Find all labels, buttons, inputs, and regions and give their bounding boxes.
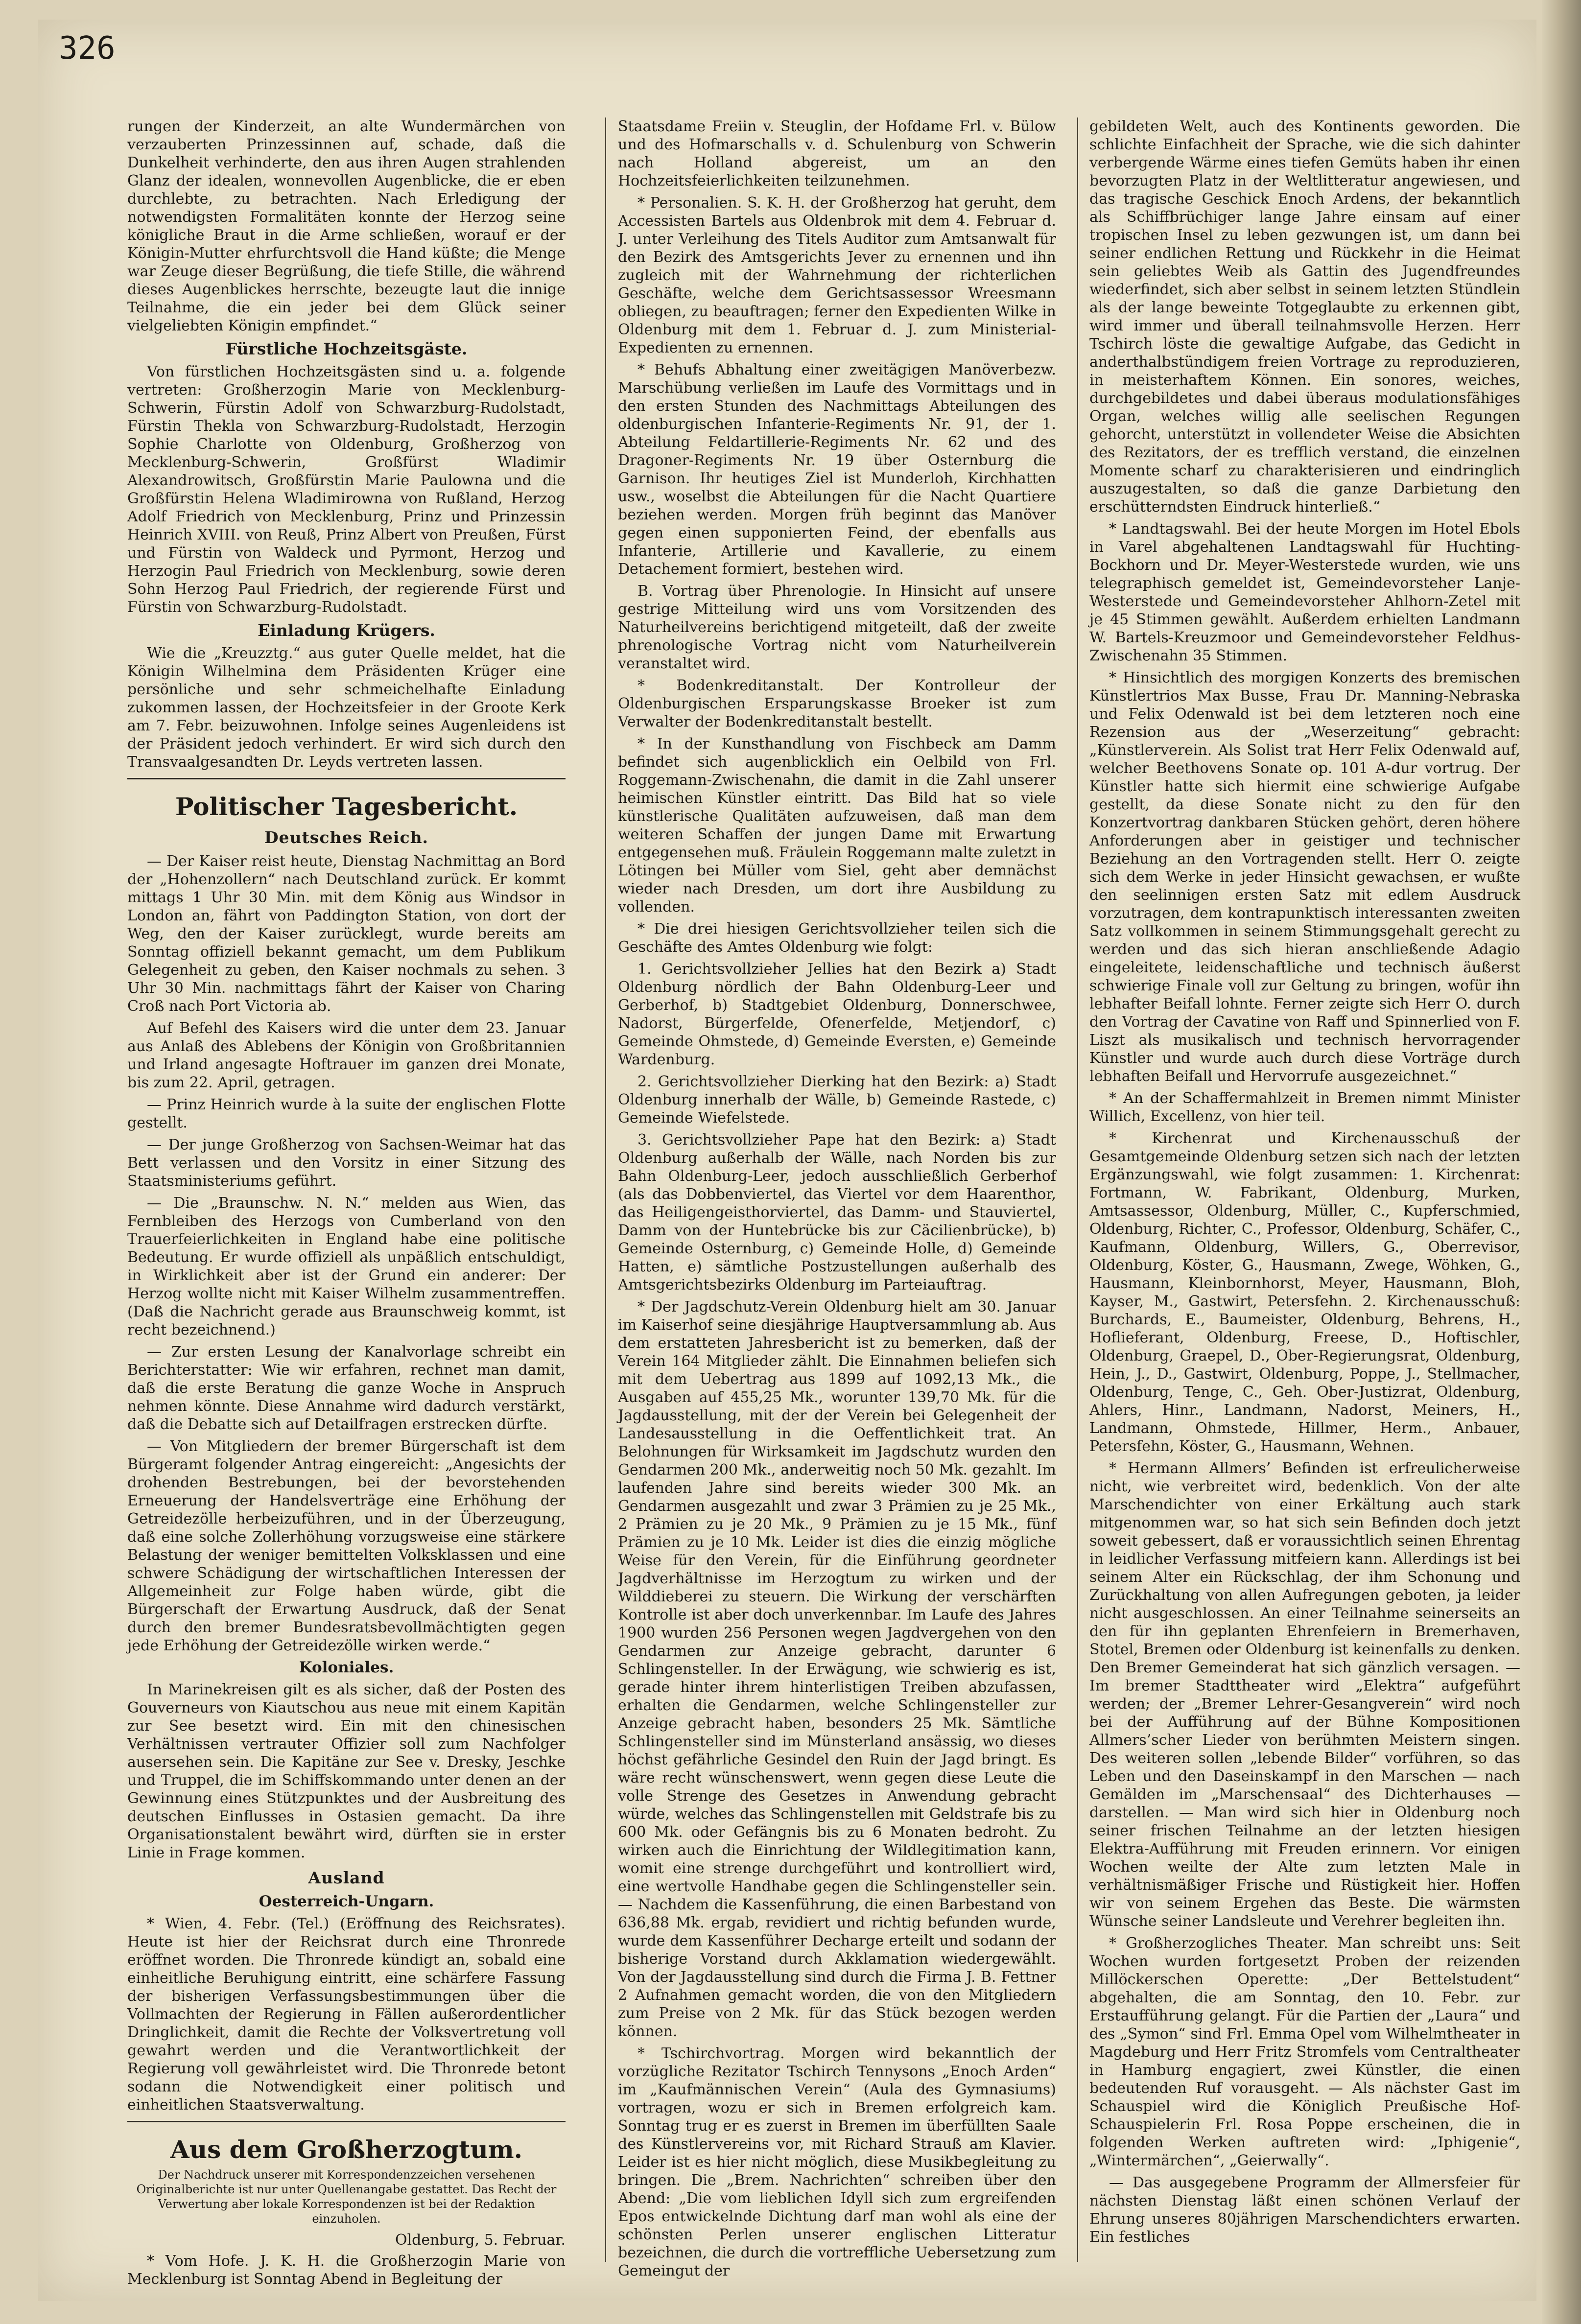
paragraph: * In der Kunsthandlung von Fischbeck am Damm befindet sich augenblicklich ein Oelbild von Frl. Roggemann-Zwischenahn, die damit in die Zahl unserer heimischen Künstler eintritt. Das Bild hat so viele künstlerische Qualitäten aufzuweisen, daß man dem weiteren Schaffen der jungen Dame mit Erwartung entgegensehen muß. Fräulein Roggemann malte zuletzt in Lötingen bei Müller vom Siel, geht aber demnächst wieder nach Dresden, um dort ihre Ausbildung zu vollenden. [618,735,1056,916]
section-subheading: Oesterreich-Ungarn. [259,1893,434,1910]
paragraph: * Kirchenrat und Kirchenausschuß der Gesamtgemeinde Oldenburg setzen sich nach der letzten Ergänzungswahl, wie folgt zusammen: 1. Kirchenrat: Fortmann, W. Fabrikant, Oldenburg, Murken, Amtsassessor, Oldenburg, Müller, C., Kupferschmied, Oldenburg, Richter, C., Professor, Oldenburg, Schäfer, C., Kaufmann, Oldenburg, Willers, G., Oberrevisor, Oldenburg, Köster, G., Hausmann, Zwege, Wöhken, G., Hausmann, Kleinbornhorst, Meyer, Hausmann, Bloh, Kayser, M., Gastwirt, Petersfehn. 2. Kirchenausschuß: Burchards, E., Baumeister, Oldenburg, Behrens, H., Hoflieferant, Oldenburg, Freese, D., Hoftischler, Oldenburg, Graepel, D., Ober-Regierungsrat, Oldenburg, Hein, J., D., Gastwirt, Oldenburg, Poppe, J., Stellmacher, Oldenburg, Tenge, C., Geh. Ober-Justizrat, Oldenburg, Ahlers, Hinr., Landmann, Nadorst, Meiners, H., Landmann, Ohmstede, Hillmer, Herm., Anbauer, Petersfehn, Köster, G., Hausmann, Wehnen. [1089,1130,1520,1455]
section-heading: Einladung Krügers. [258,621,435,640]
page-number: 326 [59,30,116,67]
section-heading: Deutsches Reich. [264,828,429,847]
dateline: Oldenburg, 5. Februar. [395,2231,566,2249]
paragraph: * Wien, 4. Febr. (Tel.) (Eröffnung des Reichsrates). Heute ist hier der Reichsrat durch eine Thronrede eröffnet worden. Die Thronrede kündigt an, sobald eine einheitliche Beruhigung eintritt, eine schärfere Fassung der bisherigen Verfassungsbestimmungen über die Vollmachten der Regierung in Fällen außerordentlicher Dringlichkeit, damit die Rechte der Volksvertretung voll gewahrt werden und die Verantwortlichkeit der Regierung voll gewährleistet wird. Die Thronrede betont sodann die Notwendigkeit einer politisch und einheitlichen Staatsverwaltung. [127,1915,566,2113]
divider [127,778,566,779]
paragraph: gebildeten Welt, auch des Kontinents geworden. Die schlichte Einfachheit der Sprache, wie die sich dahinter verbergende Wärme eines tiefen Gemüts haben ihr einen bevorzugten Platz in der Weltlitteratur angewiesen, und das tragische Geschick Enoch Ardens, der bekanntlich als Schiffbrüchiger lange Jahre einsam auf einer tropischen Insel zu leben gezwungen ist, um dann bei seiner endlichen Rettung und Rückkehr in die Heimat sein geliebtes Weib als Gattin des Jugendfreundes wiederfindet, sich aber selbst in seinem letzten Stündlein als der lange beweinte Totgeglaubte zu erkennen gibt, wird immer und überall teilnahmsvolle Herzen. Herr Tschirch löste die gewaltige Aufgabe, das Gedicht in anderthalbstündigem freien Vortrage zu reproduzieren, in meisterhaftem Können. Ein sonores, weiches, durchgebildetes und dabei überaus modulationsfähiges Organ, welches willig alle seelischen Regungen gehorcht, unterstützt in vollendeter Weise die Absichten des Rezitators, der es trefflich verstand, die einzelnen Momente scharf zu charakterisieren und eindringlich auszugestalten, so daß die ganze Darbietung den erschütterndsten Eindruck hinterließ.“ [1089,118,1520,516]
paragraph: * Großherzogliches Theater. Man schreibt uns: Seit Wochen wurden fortgesetzt Proben der reizenden Millöckerschen Operette: „Der Bettelstudent“ abgehalten, die am Sonntag, den 10. Febr. zur Erstaufführung gelangt. Für die Partien der „Laura“ und des „Symon“ sind Frl. Emma Opel vom Wilhelmtheater in Magdeburg und Herr Fritz Stromfels vom Centraltheater in Hamburg engagiert, zwei Künstler, die einen bedeutenden Ruf vorausgeht. — Als nächster Gast im Schauspiel wird die Königlich Preußische Hof-Schauspielerin Frl. Rosa Poppe erscheinen, die in folgenden Werken auftreten wird: „Iphigenie“, „Wintermärchen“, „Geierwally“. [1089,1935,1520,2169]
paragraph: Wie die „Kreuzztg.“ aus guter Quelle meldet, hat die Königin Wilhelmina dem Präsidenten Krüger eine persönliche und sehr schmeichelhafte Einladung zukommen lassen, der Hochzeitsfeier in der Groote Kerk am 7. Febr. beizuwohnen. Infolge seines Augenleidens ist der Präsident jedoch verhindert. Er wird sich durch den Transvaalgesandten Dr. Leyds vertreten lassen. [127,645,566,771]
divider [127,2121,566,2122]
paragraph: * Hermann Allmers’ Befinden ist erfreulicherweise nicht, wie verbreitet wird, bedenklich. Von der alte Marschendichter von einer Erkältung auch stark mitgenommen war, so hat sich sein Befinden doch jetzt soweit gebessert, daß er voraussichtlich seinen Ehrentag in leidlicher Verfassung mitfeiern kann. Allerdings ist bei seinem Alter ein Rückschlag, der ihm Schonung und Zurückhaltung von allen Aufregungen geboten, ja leider nicht ausgeschlossen. An einer Teilnahme seinerseits an den für ihn geplanten Ehrenfeiern in Bremerhaven, Stotel, Bremen oder Oldenburg ist keinenfalls zu denken. Den Bremer Gemeinderat hat sich gänzlich versagen. — Im bremer Stadttheater wird „Elektra“ aufgeführt werden; der „Bremer Lehrer-Gesangverein“ wird noch bei der Aufführung auf der Bühne Kompositionen Allmers’scher Lieder von berühmten Meistern singen. Des weiteren sollen „lebende Bilder“ vorführen, so das Leben und den Daseinskampf in den Marschen — nach Gemälden im „Marschensaal“ des Dichterhauses — darstellen. — Man wird sich hier in Oldenburg noch seiner frischen Teilnahme an der letzten hiesigen Elektra-Aufführung mit Freuden erinnern. Vor einigen Wochen weilte der Alte zum letzten Male in verhältnismäßiger Frische und Rüstigkeit hier. Hoffen wir von seinem Ergehen das Beste. Die wärmsten Wünsche seiner Landsleute und Verehrer begleiten ihn. [1089,1460,1520,1930]
paragraph: * Behufs Abhaltung einer zweitägigen Manöverbezw. Marschübung verließen im Laufe des Vormittags und in den ersten Stunden des Nachmittags Abteilungen des oldenburgischen Infanterie-Regiments Nr. 91, der 1. Abteilung Feldartillerie-Regiments Nr. 62 und des Dragoner-Regiments Nr. 19 über Osternburg die Garnison. Ihr heutiges Ziel ist Munderloh, Kirchhatten usw., woselbst die Abteilungen für die Nacht Quartiere beziehen werden. Morgen früh beginnt das Manöver gegen einen supponierten Feind, der ebenfalls aus Infanterie, Artillerie und Kavallerie, zu einem Detachement formiert, bestehen wird. [618,361,1056,578]
paragraph: Auf Befehl des Kaisers wird die unter dem 23. Januar aus Anlaß des Ablebens der Königin von Großbritannien und Irland angesagte Hoftrauer im ganzen drei Monate, bis zum 22. April, getragen. [127,1020,566,1091]
paragraph: — Der junge Großherzog von Sachsen-Weimar hat das Bett verlassen und den Vorsitz in einer Sitzung des Staatsministeriums geführt. [127,1136,566,1190]
copyright-notice: Der Nachdruck unserer mit Korrespondenzzeichen versehenen Originalberichte ist nur unter Quellenangabe gestattet. Das Recht der Verwertung aber lokale Korrespondenzen ist bei der Redaktion einzuholen. [136,2168,557,2226]
paragraph: — Die „Braunschw. N. N.“ melden aus Wien, das Fernbleiben des Herzogs von Cumberland von den Trauerfeierlichkeiten in England habe eine politische Bedeutung. Er wurde offiziell als unpäßlich entschuldigt, in Wirklichkeit aber ist der Grund ein anderer: Der Herzog wollte nicht mit Kaiser Wilhelm zusammentreffen. (Daß die Nachricht gerade aus Braunschweig kommt, ist recht bezeichnend.) [127,1195,566,1338]
paragraph: * Vom Hofe. J. K. H. die Großherzogin Marie von Mecklenburg ist Sonntag Abend in Begleitung der [127,2253,566,2288]
section-heading: Fürstliche Hochzeitsgäste. [225,339,468,358]
paragraph: 1. Gerichtsvollzieher Jellies hat den Bezirk a) Stadt Oldenburg nördlich der Bahn Oldenburg-Leer und Gerberhof, b) Stadtgebiet Oldenburg, Donnerschwee, Nadorst, Bürgerfelde, Ofenerfelde, Metjendorf, c) Gemeinde Ohmstede, d) Gemeinde Eversten, e) Gemeinde Wardenburg. [618,961,1056,1068]
section-heading: Koloniales. [299,1659,394,1676]
paragraph: * Tschirchvortrag. Morgen wird bekanntlich der vorzügliche Rezitator Tschirch Tennysons „Enoch Arden“ im „Kaufmännischen Verein“ (Aula des Gymnasiums) vortragen, wozu er sich in Bremen erfolgreich kam. Sonntag trug er es zuerst in Bremen im überfüllten Saale des Künstlervereins vor, mit Richard Strauß am Klavier. Leider ist es hier nicht möglich, diese Musikbegleitung zu bringen. Die „Brem. Nachrichten“ schreiben über den Abend: „Die vom lieblichen Idyll sich zum ergreifenden Epos entwickelnde Dichtung darf man wohl als eine der schönsten Perlen unserer englischen Litteratur bezeichnen, die durch die vortreffliche Uebersetzung zum Gemeingut der [618,2045,1056,2279]
paragraph: In Marinekreisen gilt es als sicher, daß der Posten des Gouverneurs von Kiautschou aus neue mit einem Kapitän zur See besetzt wird. Ein mit den chinesischen Verhältnissen vertrauter Offizier soll zum Nachfolger ausersehen sein. Die Kapitäne zur See v. Dresky, Jeschke und Truppel, die im Schiffskommando unter denen an der Gewinnung eines Stützpunktes und der Ausbreitung des deutschen Einflusses in Ostasien gemacht. Da ihre Organisationstalent bewährt wird, dürften sie in erster Linie in Frage kommen. [127,1681,566,1861]
paragraph: * Personalien. S. K. H. der Großherzog hat geruht, dem Accessisten Bartels aus Oldenbrok mit dem 4. Februar d. J. unter Verleihung des Titels Auditor zum Amtsanwalt für den Bezirk des Amtsgerichts Jever zu ernennen und ihn zugleich mit der Wahrnehmung der richterlichen Geschäfte, welche dem Gerichtsassessor Wreesmann obliegen, zu beauftragen; ferner den Expedienten Wilke in Oldenburg mit dem 1. Februar d. J. zum Ministerial-Expedienten zu ernennen. [618,194,1056,356]
paragraph: Staatsdame Freiin v. Steuglin, der Hofdame Frl. v. Bülow und des Hofmarschalls v. d. Schulenburg von Schwerin nach Holland abgereist, um an den Hochzeitsfeierlichkeiten teilzunehmen. [618,118,1056,189]
paragraph: 2. Gerichtsvollzieher Dierking hat den Bezirk: a) Stadt Oldenburg innerhalb der Wälle, b) Gemeinde Rastede, c) Gemeinde Wiefelstede. [618,1073,1056,1127]
column-1 [127,117,566,2288]
paragraph: — Von Mitgliedern der bremer Bürgerschaft ist dem Bürgeramt folgender Antrag eingereicht: „Angesichts der drohenden Bestrebungen, bei der bevorstehenden Erneuerung der Handelsverträge eine Erhöhung der Getreidezölle herbeizuführen, und in der Überzeugung, daß eine solche Zollerhöhung vorzugsweise eine stärkere Belastung der weniger bemittelten Volksklassen und eine schwere Schädigung der wirtschaftlichen Interessen der Allgemeinheit zur Folge haben würde, gibt die Bürgerschaft der Erwartung Ausdruck, daß der Senat durch den bremer Bundesratsbevollmächtigten gegen jede Erhöhung der Getreidezölle wirken werde.“ [127,1438,566,1654]
book-spine [1542,0,1581,2324]
paragraph: * Bodenkreditanstalt. Der Kontrolleur der Oldenburgischen Ersparungskasse Broeker ist zum Verwalter der Bodenkreditanstalt bestellt. [618,677,1056,730]
paragraph: * An der Schaffermahlzeit in Bremen nimmt Minister Willich, Excellenz, von hier teil. [1089,1090,1520,1125]
paragraph: — Prinz Heinrich wurde à la suite der englischen Flotte gestellt. [127,1096,566,1131]
paragraph: * Die drei hiesigen Gerichtsvollzieher teilen sich die Geschäfte des Amtes Oldenburg wie folgt: [618,920,1056,956]
paragraph: Von fürstlichen Hochzeitsgästen sind u. a. folgende vertreten: Großherzogin Marie von Mecklenburg-Schwerin, Fürstin Adolf von Schwarzburg-Rudolstadt, Fürstin Thekla von Schwarzburg-Rudolstadt, Herzogin Sophie Charlotte von Oldenburg, Großherzog von Mecklenburg-Schwerin, Großfürst Wladimir Alexandrowitsch, Großfürstin Marie Paulowna und die Großfürstin Helena Wladimirowna von Rußland, Herzog Adolf Friedrich von Mecklenburg, Prinz und Prinzessin Heinrich XVIII. von Reuß, Prinz Albert von Preußen, Fürst und Fürstin von Waldeck und Pyrmont, Herzog und Herzogin Paul Friedrich von Mecklenburg, sowie deren Sohn Herzog Paul Friedrich, der regierende Fürst und Fürstin von Schwarzburg-Rudolstadt. [127,363,566,616]
section-heading: Ausland [308,1868,385,1887]
paragraph: — Zur ersten Lesung der Kanalvorlage schreibt ein Berichterstatter: Wie wir erfahren, rechnet man damit, daß die erste Beratung die ganze Woche in Anspruch nehmen könnte. Diese Annahme wird dadurch verstärkt, daß die Debatte sich auf Detailfragen erstrecken dürfte. [127,1343,566,1433]
paragraph: B. Vortrag über Phrenologie. In Hinsicht auf unsere gestrige Mitteilung wird uns vom Vorsitzenden des Naturheilvereins berichtigend mitgeteilt, daß der zweite phrenologische Vortrag nicht vom Naturheilverein veranstaltet wird. [618,583,1056,672]
paragraph: * Landtagswahl. Bei der heute Morgen im Hotel Ebols in Varel abgehaltenen Landtagswahl für Huchting-Bockhorn und Dr. Meyer-Westerstede wurden, wie uns telegraphisch gemeldet ist, Gemeindevorsteher Lanje-Westerstede und Gemeindevorsteher Ahlhorn-Zetel mit je 45 Stimmen gewählt. Außerdem erhielten Landmann W. Bartels-Kreuzmoor und Gemeindevorsteher Feldhus-Zwischenahn 35 Stimmen. [1089,520,1520,664]
column-2 [618,117,1056,2279]
paragraph: 3. Gerichtsvollzieher Pape hat den Bezirk: a) Stadt Oldenburg außerhalb der Wälle, nach Norden bis zur Bahn Oldenburg-Leer, jedoch ausschließlich Gerberhof (als das Dobbenviertel, das Viertel vor dem Haarenthor, das Heiligengeisthorviertel, das Damm- und Stauviertel, Damm von der Huntebrücke bis zur Cäcilienbrücke), b) Gemeinde Osternburg, c) Gemeinde Holle, d) Gemeinde Hatten, e) sämtliche Postzustellungen außerhalb des Amtsgerichtsbezirks Oldenburg im Parteiauftrag. [618,1131,1056,1293]
paragraph: * Hinsichtlich des morgigen Konzerts des bremischen Künstlertrios Max Busse, Frau Dr. Manning-Nebraska und Felix Odenwald ist bei dem letzteren noch eine Rezension aus der „Weserzeitung“ gebracht: „Künstlerverein. Als Solist trat Herr Felix Odenwald auf, welcher Beethovens Sonate op. 101 A-dur vortrug. Der Künstler hatte sich hiermit eine schwierige Aufgabe gestellt, da diese Sonate nicht zu den für den Konzertvortrag dankbaren Stücken gehört, deren höhere Anforderungen aber in geistiger und technischer Beziehung an den Vortragenden stellt. Herr O. zeigte sich dem Werke in jeder Hinsicht gewachsen, er wußte den seelinnigen ersten Satz mit edlem Ausdruck vorzutragen, dem kontrapunktisch interessanten zweiten Satz vollkommen in seinem Stimmungsgehalt gerecht zu werden und das sich hieran anschließende Adagio eingeleitete, leidenschaftliche und technisch äußerst schwierige Finale voll zur Geltung zu bringen, wofür ihn lebhafter Beifall lohnte. Ferner zeigte sich Herr O. durch den Vortrag der Cavatine von Raff und Spinnerlied von F. Liszt als musikalisch und technisch hervorragender Künstler und wurde auch durch diese Vorträge durch lebhaften Beifall und Hervorrufe ausgezeichnet.“ [1089,669,1520,1085]
column-rule-1 [605,117,606,2262]
paragraph: * Der Jagdschutz-Verein Oldenburg hielt am 30. Januar im Kaiserhof seine diesjährige Hauptversammlung ab. Aus dem erstatteten Jahresbericht ist zu bemerken, daß der Verein 164 Mitglieder zählt. Die Einnahmen beliefen sich mit dem Uebertrag aus 1899 auf 1092,13 Mk., die Ausgaben auf 455,25 Mk., worunter 139,70 Mk. für die Jagdausstellung, mit der der Verein bei Gelegenheit der Landesausstellung in die Oeffentlichkeit trat. An Belohnungen für Wirksamkeit im Jagdschutz wurden den Gendarmen 200 Mk., anderweitig noch 50 Mk. gezahlt. Im laufenden Jahre sind bereits wieder 300 Mk. an Gendarmen ausgezahlt und zwar 3 Prämien zu je 25 Mk., 2 Prämien zu je 20 Mk., 9 Prämien zu je 15 Mk., fünf Prämien zu je 10 Mk. Leider ist dies die einzig mögliche Weise für den Verein, für die Einführung geordneter Jagdverhältnisse im Herzogtum zu wirken und der Wilddieberei zu steuern. Die Wirkung der verschärften Kontrolle ist aber doch unverkennbar. Im Laufe des Jahres 1900 wurden 256 Personen wegen Jagdvergehen von den Gendarmen zur Anzeige gebracht, darunter 6 Schlingensteller. In der Erwägung, wie schwierig es ist, gerade hinter ihrem hinterlistigen Treiben abzufassen, erhalten die Gendarmen, welche Schlingensteller zur Anzeige gebracht haben, besonders 25 Mk. Sämtliche Schlingensteller sind im Münsterland ansässig, wo dieses höchst gefährliche Gesindel den Ruin der Jagd bringt. Es wäre recht wünschenswert, wenn gegen diese Leute die volle Strenge des Gesetzes in Anwendung gebracht würde, welches das Schlingenstellen mit Geldstrafe bis zu 600 Mk. oder Gefängnis bis zu 6 Monaten bedroht. Zu wirken auch die Einrichtung der Wildlegitimation kann, womit eine strenge durchgeführt und kontrolliert wird, eine wertvolle Handhabe gegen die Schlingensteller sein. — Nachdem die Kassenführung, die einen Barbestand von 636,88 Mk. ergab, revidiert und richtig befunden wurde, wurde dem Kassenführer Decharge erteilt und sodann der bisherige Vorstand durch Akklamation wiedergewählt. Von der Jagdausstellung sind durch die Firma J. B. Fettner 2 Aufnahmen gemacht worden, die von den Mitgliedern zum Preise von 2 Mk. für das Stück bezogen werden können. [618,1298,1056,2040]
column-3 [1089,117,1520,2262]
section-title: Aus dem Großherzogtum. [170,2135,523,2164]
section-title: Politischer Tagesbericht. [175,792,518,821]
paragraph: — Der Kaiser reist heute, Dienstag Nachmittag an Bord der „Hohenzollern“ nach Deutschland zurück. Er kommt mittags 1 Uhr 30 Min. mit dem König aus Windsor in London an, fährt von Paddington Station, von dort der Weg, den der Kaiser zurücklegt, wurde bereits am Sonntag offiziell bekannt gemacht, um dem Publikum Gelegenheit zu geben, den Kaiser nochmals zu sehen. 3 Uhr 30 Min. nachmittags fährt der Kaiser von Charing Croß nach Port Victoria ab. [127,853,566,1015]
paragraph: rungen der Kinderzeit, an alte Wundermärchen von verzauberten Prinzessinnen auf, schade, daß die Dunkelheit verhinderte, den aus ihren Augen strahlenden Glanz der idealen, wonnevollen Augenblicke, die er eben durchlebte, zu betrachten. Nach Erledigung der notwendigsten Formalitäten konnte der Herzog seine königliche Braut in die Arme schließen, worauf er der Königin-Mutter ehrfurchtsvoll die Hand küßte; die Menge war Zeuge dieser Begrüßung, die tiefe Stille, die während dieses Augenblickes herrschte, bezeugte laut die innige Teilnahme, die ein jeder bei dem Glück seiner vielgeliebten Königin empfindet.“ [127,118,566,334]
paragraph: — Das ausgegebene Programm der Allmersfeier für nächsten Dienstag läßt einen schönen Verlauf der Ehrung unseres 80jährigen Marschendichters erwarten. Ein festliches [1089,2174,1520,2246]
column-rule-2 [1077,117,1078,2262]
